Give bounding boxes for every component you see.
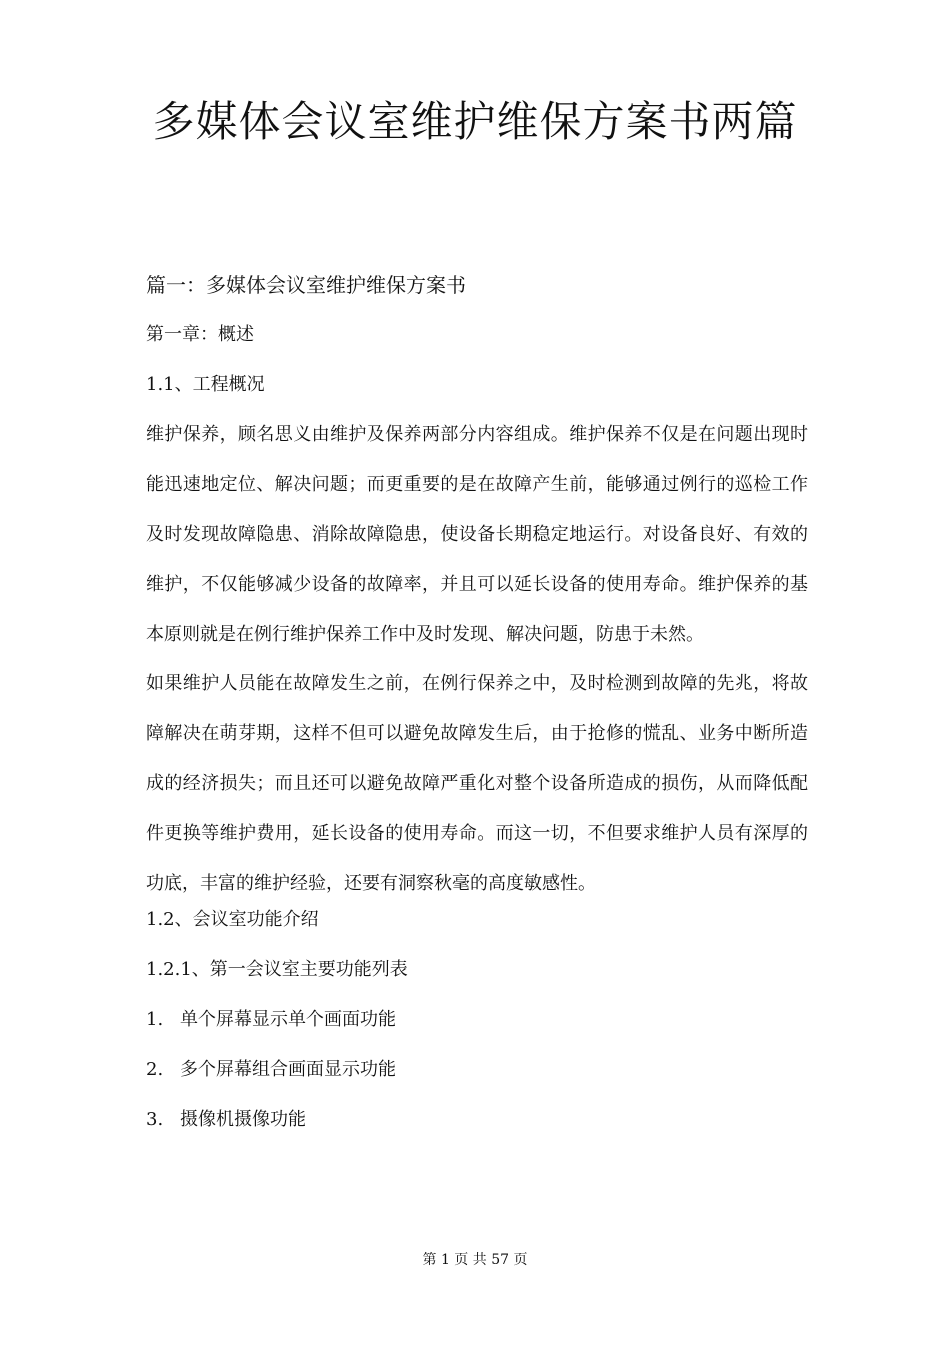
list-item-number: 1. <box>146 1009 164 1030</box>
chapter-heading: 第一章：概述 <box>146 324 254 345</box>
list-item-text: 摄像机摄像功能 <box>180 1109 306 1130</box>
paragraph-maintenance-benefits: 如果维护人员能在故障发生之前，在例行保养之中，及时检测到故障的先兆，将故障解决在萌芽期，这样不但可以避免故障发生后，由于抢修的慌乱、业务中断所造成的经济损失；而且还可以避免故障严重化对整个设备所造成的损伤，从而降低配件更换等维护费用，延长设备的使用寿命。而这一切，不但要求维护人员有深厚的功底，丰富的维护经验，还要有洞察秋毫的高度敏感性。 <box>146 673 808 894</box>
list-item-text: 多个屏幕组合画面显示功能 <box>180 1059 396 1080</box>
paragraph-maintenance-overview: 维护保养，顾名思义由维护及保养两部分内容组成。维护保养不仅是在问题出现时能迅速地定位、解决问题；而更重要的是在故障产生前，能够通过例行的巡检工作及时发现故障隐患、消除故障隐患，使设备长期稳定地运行。对设备良好、有效的维护，不仅能够减少设备的故障率，并且可以延长设备的使用寿命。维护保养的基本原则就是在例行维护保养工作中及时发现、解决问题，防患于未然。 <box>146 424 808 645</box>
section-title: 篇一：多媒体会议室维护维保方案书 <box>146 273 466 297</box>
subsection-heading-1-1: 1.1、工程概况 <box>146 374 265 395</box>
list-item-number: 2. <box>146 1059 164 1080</box>
list-item-text: 单个屏幕显示单个画面功能 <box>180 1009 396 1030</box>
list-item-number: 3. <box>146 1109 164 1130</box>
page-footer: 第 1 页 共 57 页 <box>422 1252 528 1268</box>
subsection-heading-1-2-1: 1.2.1、第一会议室主要功能列表 <box>146 959 408 980</box>
list-item <box>146 1107 808 1133</box>
document-body <box>146 268 808 1157</box>
document-title: 多媒体会议室维护维保方案书两篇 <box>152 97 798 146</box>
subsection-heading-1-2: 1.2、会议室功能介绍 <box>146 909 319 930</box>
list-item <box>146 1057 808 1083</box>
list-item <box>146 1007 808 1033</box>
